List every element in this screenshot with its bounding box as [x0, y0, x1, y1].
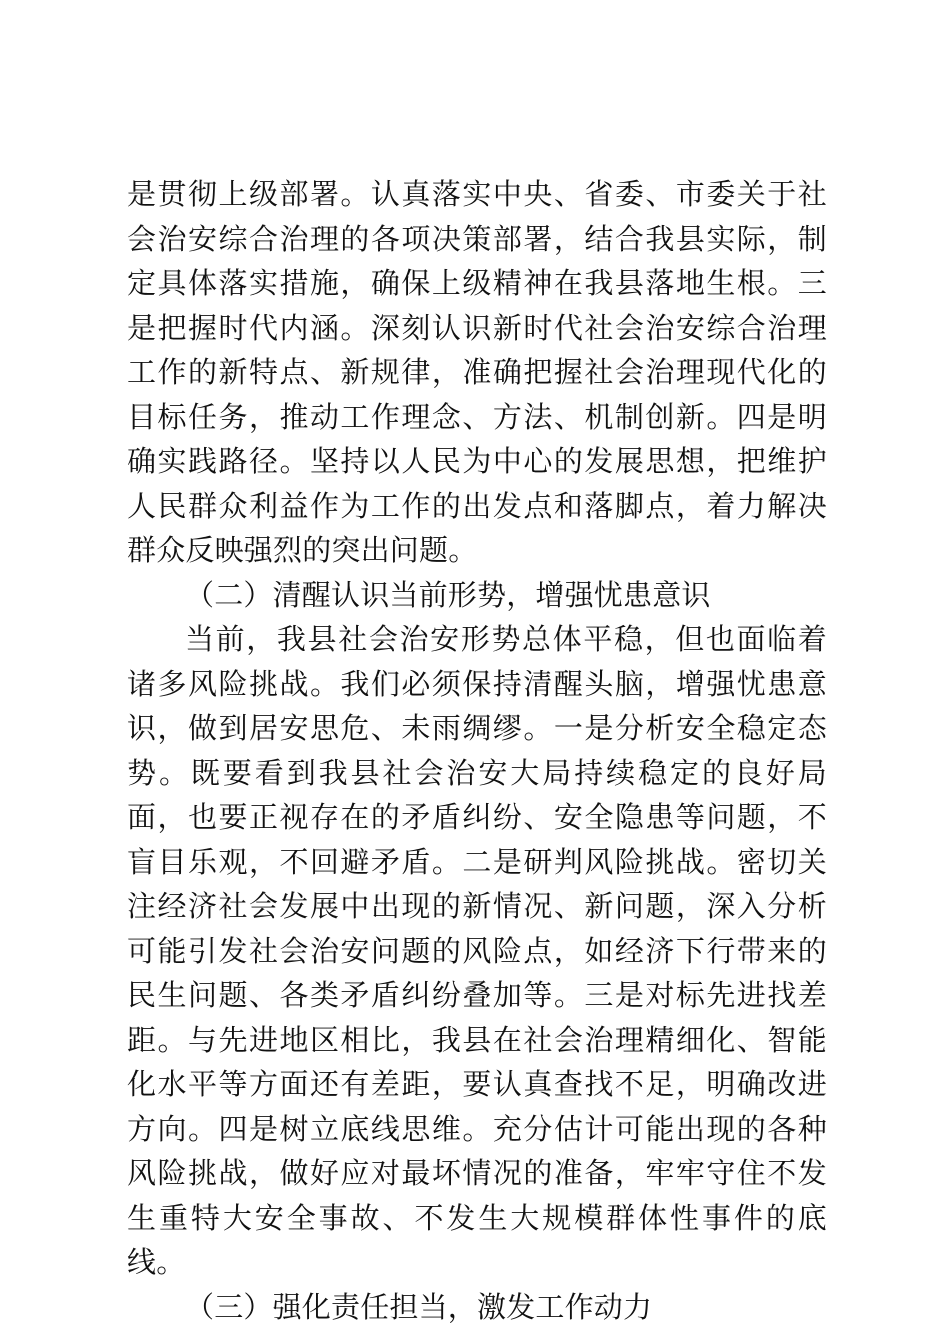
- body-paragraph: 当前，我县社会治安形势总体平稳，但也面临着诸多风险挑战。我们必须保持清醒头脑，增强忧患意识，做到居安思危、未雨绸缪。一是分析安全稳定态势。既要看到我县社会治安大局持续稳定的良好局面，也要正视存在的矛盾纠纷、安全隐患等问题，不盲目乐观，不回避矛盾。二是研判风险挑战。密切关注经济社会发展中出现的新情况、新问题，深入分析可能引发社会治安问题的风险点，如经济下行带来的民生问题、各类矛盾纠纷叠加等。三是对标先进找差距。与先进地区相比，我县在社会治理精细化、智能化水平等方面还有差距，要认真查找不足，明确改进方向。四是树立底线思维。充分估计可能出现的各种风险挑战，做好应对最坏情况的准备，牢牢守住不发生重特大安全事故、不发生大规模群体性事件的底线。: [127, 622, 827, 1279]
- section-heading: （二）清醒认识当前形势，增强忧患意识: [185, 577, 711, 612]
- body-paragraph: 是贯彻上级部署。认真落实中央、省委、市委关于社会治安综合治理的各项决策部署，结合我县实际，制定具体落实措施，确保上级精神在我县落地生根。三是把握时代内涵。深刻认识新时代社会治安综合治理工作的新特点、新规律，准确把握社会治理现代化的目标任务，推动工作理念、方法、机制创新。四是明确实践路径。坚持以人民为中心的发展思想，把维护人民群众利益作为工作的出发点和落脚点，着力解决群众反映强烈的突出问题。: [127, 177, 827, 567]
- section-heading: （三）强化责任担当，激发工作动力: [185, 1289, 653, 1324]
- document-body: [127, 172, 827, 1329]
